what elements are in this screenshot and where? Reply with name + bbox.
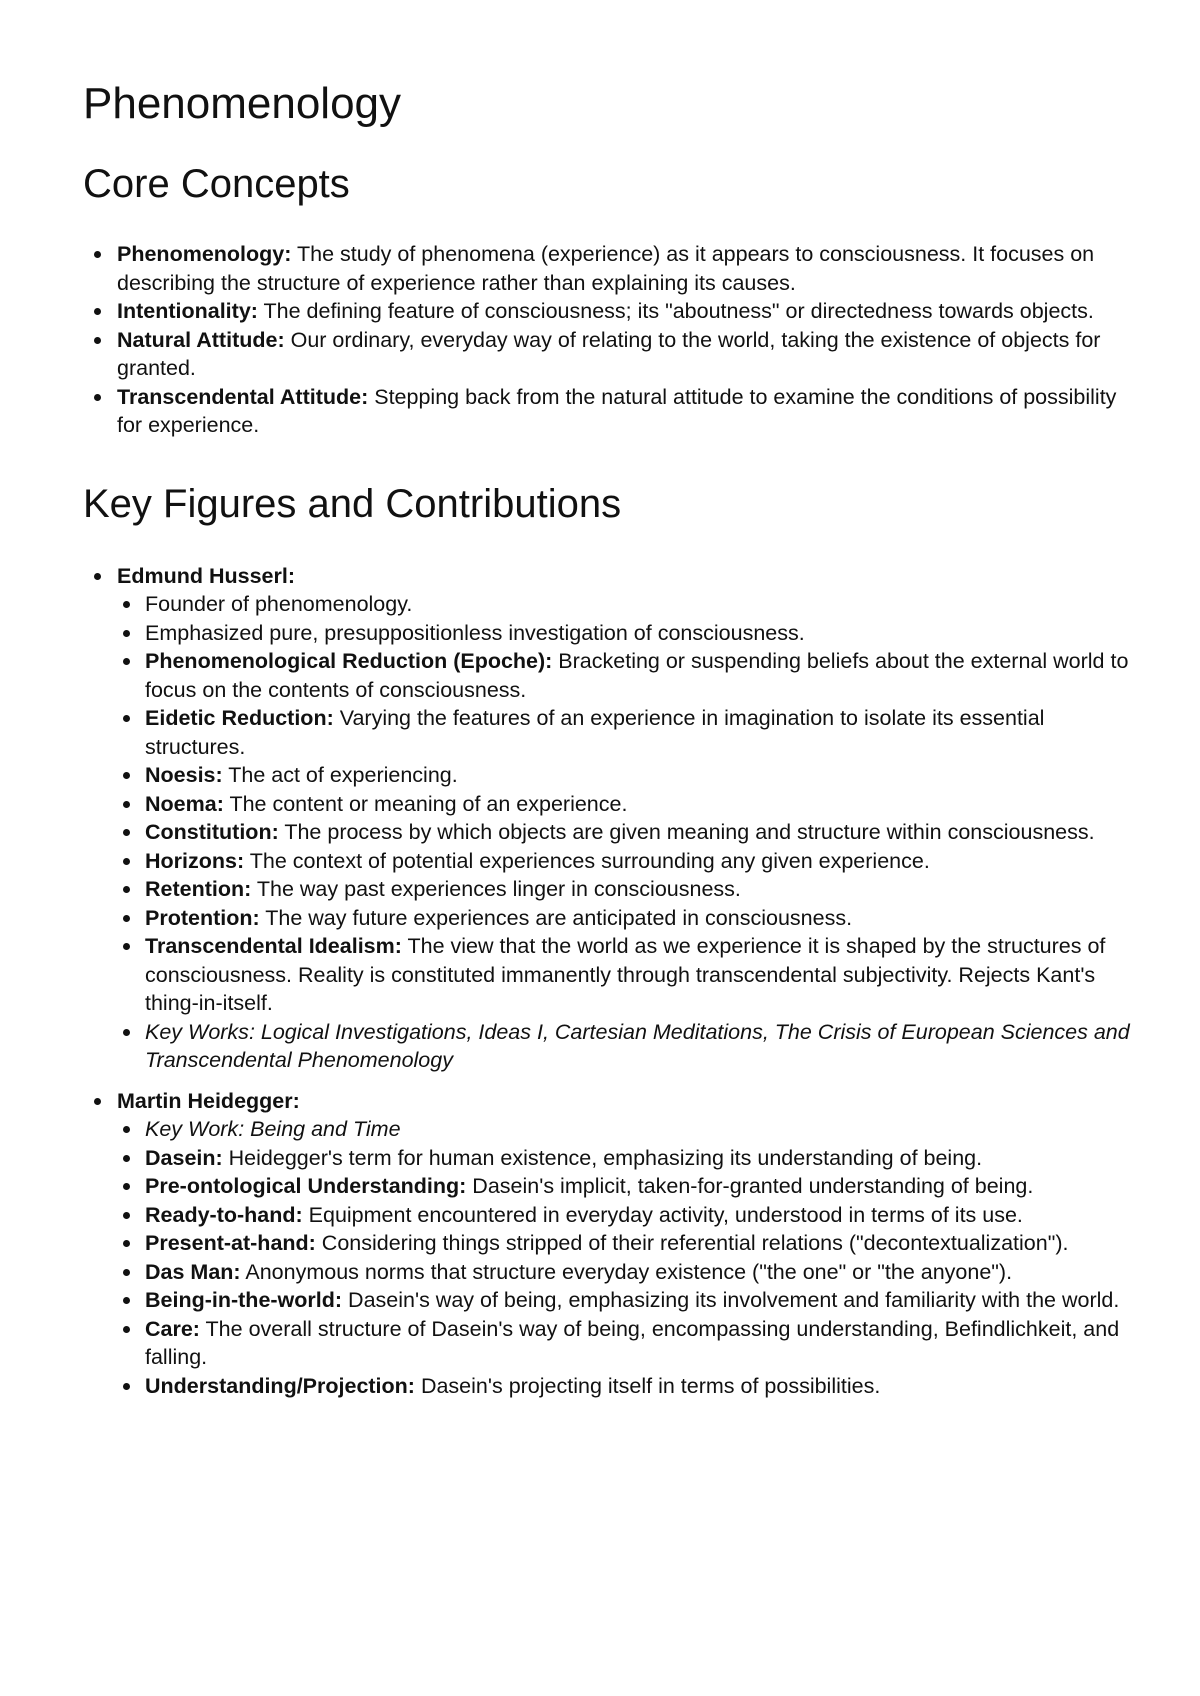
term-label: Natural Attitude: <box>117 327 285 352</box>
document-page <box>83 78 1143 1400</box>
term-label: Transcendental Attitude: <box>117 384 369 409</box>
list-item <box>117 590 1143 619</box>
list-item <box>117 932 1143 1018</box>
definition-text: The study of phenomena (experience) as it appears to consciousness. It focuses on describing the structure of experience rather than explaining its causes. <box>117 242 1095 295</box>
list-item <box>117 1172 1143 1201</box>
term-label: Ready-to-hand: <box>145 1202 303 1227</box>
definition-text: Considering things stripped of their referential relations ("decontextualization"). <box>315 1231 1069 1255</box>
definition-text: Heidegger's term for human existence, emphasizing its understanding of being. <box>222 1145 983 1170</box>
term-label: Protention: <box>145 905 260 930</box>
bullet-icon <box>94 308 101 315</box>
definition-text: Stepping back from the natural attitude to examine the conditions of possibility for experience. <box>117 384 1117 437</box>
list-item <box>117 1372 1143 1401</box>
key-figures-list <box>83 562 1143 1401</box>
key-work-text: : Being and Time <box>238 1117 401 1141</box>
list-item <box>83 297 1143 326</box>
term-label: Phenomenology: <box>117 242 292 266</box>
list-item <box>117 619 1143 648</box>
list-item <box>117 1315 1143 1372</box>
bullet-icon <box>123 658 130 665</box>
term-label: Dasein: <box>145 1145 223 1170</box>
bullet-icon <box>94 337 101 344</box>
bullet-icon <box>123 801 130 808</box>
bullet-icon <box>94 394 101 401</box>
page-title: Phenomenology <box>83 79 402 128</box>
list-item <box>117 1229 1143 1258</box>
definition-text: The overall structure of Dasein's way of being, encompassing understanding, Befindlichkeit, and falling. <box>145 1316 1120 1369</box>
bullet-icon <box>123 1029 130 1036</box>
bullet-icon <box>123 1126 130 1133</box>
term-label: Retention: <box>145 877 252 901</box>
list-item-key-works <box>117 1018 1143 1075</box>
figure-item-husserl <box>83 562 1143 1075</box>
bullet-icon <box>123 715 130 722</box>
bullet-icon <box>94 1098 101 1105</box>
term-label: Being-in-the-world: <box>145 1288 343 1312</box>
figure-name: Martin Heidegger: <box>117 1088 300 1113</box>
key-works-text: : Logical Investigations, Ideas I, Cartesian Meditations, The Crisis of European Sciences and Transcendental Phenomenology <box>145 1019 1130 1072</box>
bullet-icon <box>123 1297 130 1304</box>
definition-text: Varying the features of an experience in imagination to isolate its essential structures. <box>145 706 1045 759</box>
heidegger-sublist <box>117 1115 1143 1400</box>
list-item <box>117 761 1143 790</box>
definition-text: Our ordinary, everyday way of relating to the world, taking the existence of objects for granted. <box>117 327 1101 380</box>
definition-text: Anonymous norms that structure everyday existence ("the one" or "the anyone"). <box>240 1259 1013 1284</box>
definition-text: Dasein's implicit, taken-for-granted understanding of being. <box>466 1174 1034 1198</box>
key-works-label: Key Works <box>145 1019 249 1044</box>
list-item <box>117 647 1143 704</box>
list-item <box>117 704 1143 761</box>
term-label: Constitution: <box>145 820 279 844</box>
bullet-icon <box>94 573 101 580</box>
list-item <box>117 790 1143 819</box>
definition-text: Dasein's projecting itself in terms of possibilities. <box>414 1373 881 1398</box>
bullet-icon <box>123 1212 130 1219</box>
bullet-icon <box>123 829 130 836</box>
bullet-icon <box>123 601 130 608</box>
bullet-icon <box>123 1155 130 1162</box>
list-item <box>117 847 1143 876</box>
definition-text: Equipment encountered in everyday activity, understood in terms of its use. <box>302 1202 1023 1227</box>
definition-text: The way future experiences are anticipated in consciousness. <box>259 905 853 930</box>
section-heading-core-concepts: Core Concepts <box>83 162 350 206</box>
term-label: Intentionality: <box>117 299 258 323</box>
list-item <box>117 1201 1143 1230</box>
list-item <box>117 904 1143 933</box>
bullet-icon <box>123 630 130 637</box>
husserl-sublist <box>117 590 1143 1075</box>
bullet-icon <box>123 886 130 893</box>
term-label: Noesis: <box>145 763 223 787</box>
definition-text: Dasein's way of being, emphasizing its involvement and familiarity with the world. <box>342 1288 1120 1312</box>
definition-text: The process by which objects are given meaning and structure within consciousness. <box>278 820 1095 844</box>
definition-text: The act of experiencing. <box>222 763 458 787</box>
list-item <box>117 875 1143 904</box>
figure-item-heidegger <box>83 1087 1143 1401</box>
term-label: Understanding/Projection: <box>145 1373 415 1398</box>
term-label: Pre-ontological Understanding: <box>145 1174 467 1198</box>
list-item <box>117 1144 1143 1173</box>
term-label: Phenomenological Reduction (Epoche): <box>145 649 553 673</box>
list-item <box>83 240 1143 297</box>
bullet-icon <box>123 1383 130 1390</box>
bullet-icon <box>123 1269 130 1276</box>
bullet-icon <box>123 943 130 950</box>
definition-text: The view that the world as we experience it is shaped by the structures of consciousness. Reality is constituted immanently through transcendental subjectivity. Rejects Kant's thing-in-itself. <box>145 934 1106 1015</box>
term-label: Eidetic Reduction: <box>145 706 334 730</box>
list-item <box>117 818 1143 847</box>
bullet-icon <box>123 915 130 922</box>
term-label: Present-at-hand: <box>145 1231 316 1255</box>
term-label: Noema: <box>145 791 224 816</box>
bullet-icon <box>123 772 130 779</box>
definition-text: The defining feature of consciousness; its "aboutness" or directedness towards objects. <box>257 299 1094 323</box>
figure-name: Edmund Husserl: <box>117 563 295 588</box>
plain-text: Founder of phenomenology. <box>145 592 413 616</box>
definition-text: Bracketing or suspending beliefs about the external world to focus on the contents of consciousness. <box>145 649 1129 702</box>
bullet-icon <box>123 1183 130 1190</box>
key-work-label: Key Work <box>145 1117 239 1141</box>
list-item <box>83 326 1143 383</box>
list-item <box>117 1258 1143 1287</box>
plain-text: Emphasized pure, presuppositionless investigation of consciousness. <box>145 620 805 645</box>
bullet-icon <box>123 1326 130 1333</box>
bullet-icon <box>123 858 130 865</box>
section-heading-key-figures: Key Figures and Contributions <box>83 481 622 526</box>
core-concepts-list <box>83 240 1143 440</box>
definition-text: The context of potential experiences surrounding any given experience. <box>244 848 930 873</box>
list-item-key-work <box>117 1115 1143 1144</box>
term-label: Care: <box>145 1316 200 1341</box>
definition-text: The way past experiences linger in consciousness. <box>251 877 741 901</box>
definition-text: The content or meaning of an experience. <box>223 791 628 816</box>
term-label: Das Man: <box>145 1259 241 1284</box>
bullet-icon <box>94 251 101 258</box>
term-label: Horizons: <box>145 848 245 873</box>
term-label: Transcendental Idealism: <box>145 934 402 958</box>
bullet-icon <box>123 1240 130 1247</box>
list-item <box>83 383 1143 440</box>
list-item <box>117 1286 1143 1315</box>
